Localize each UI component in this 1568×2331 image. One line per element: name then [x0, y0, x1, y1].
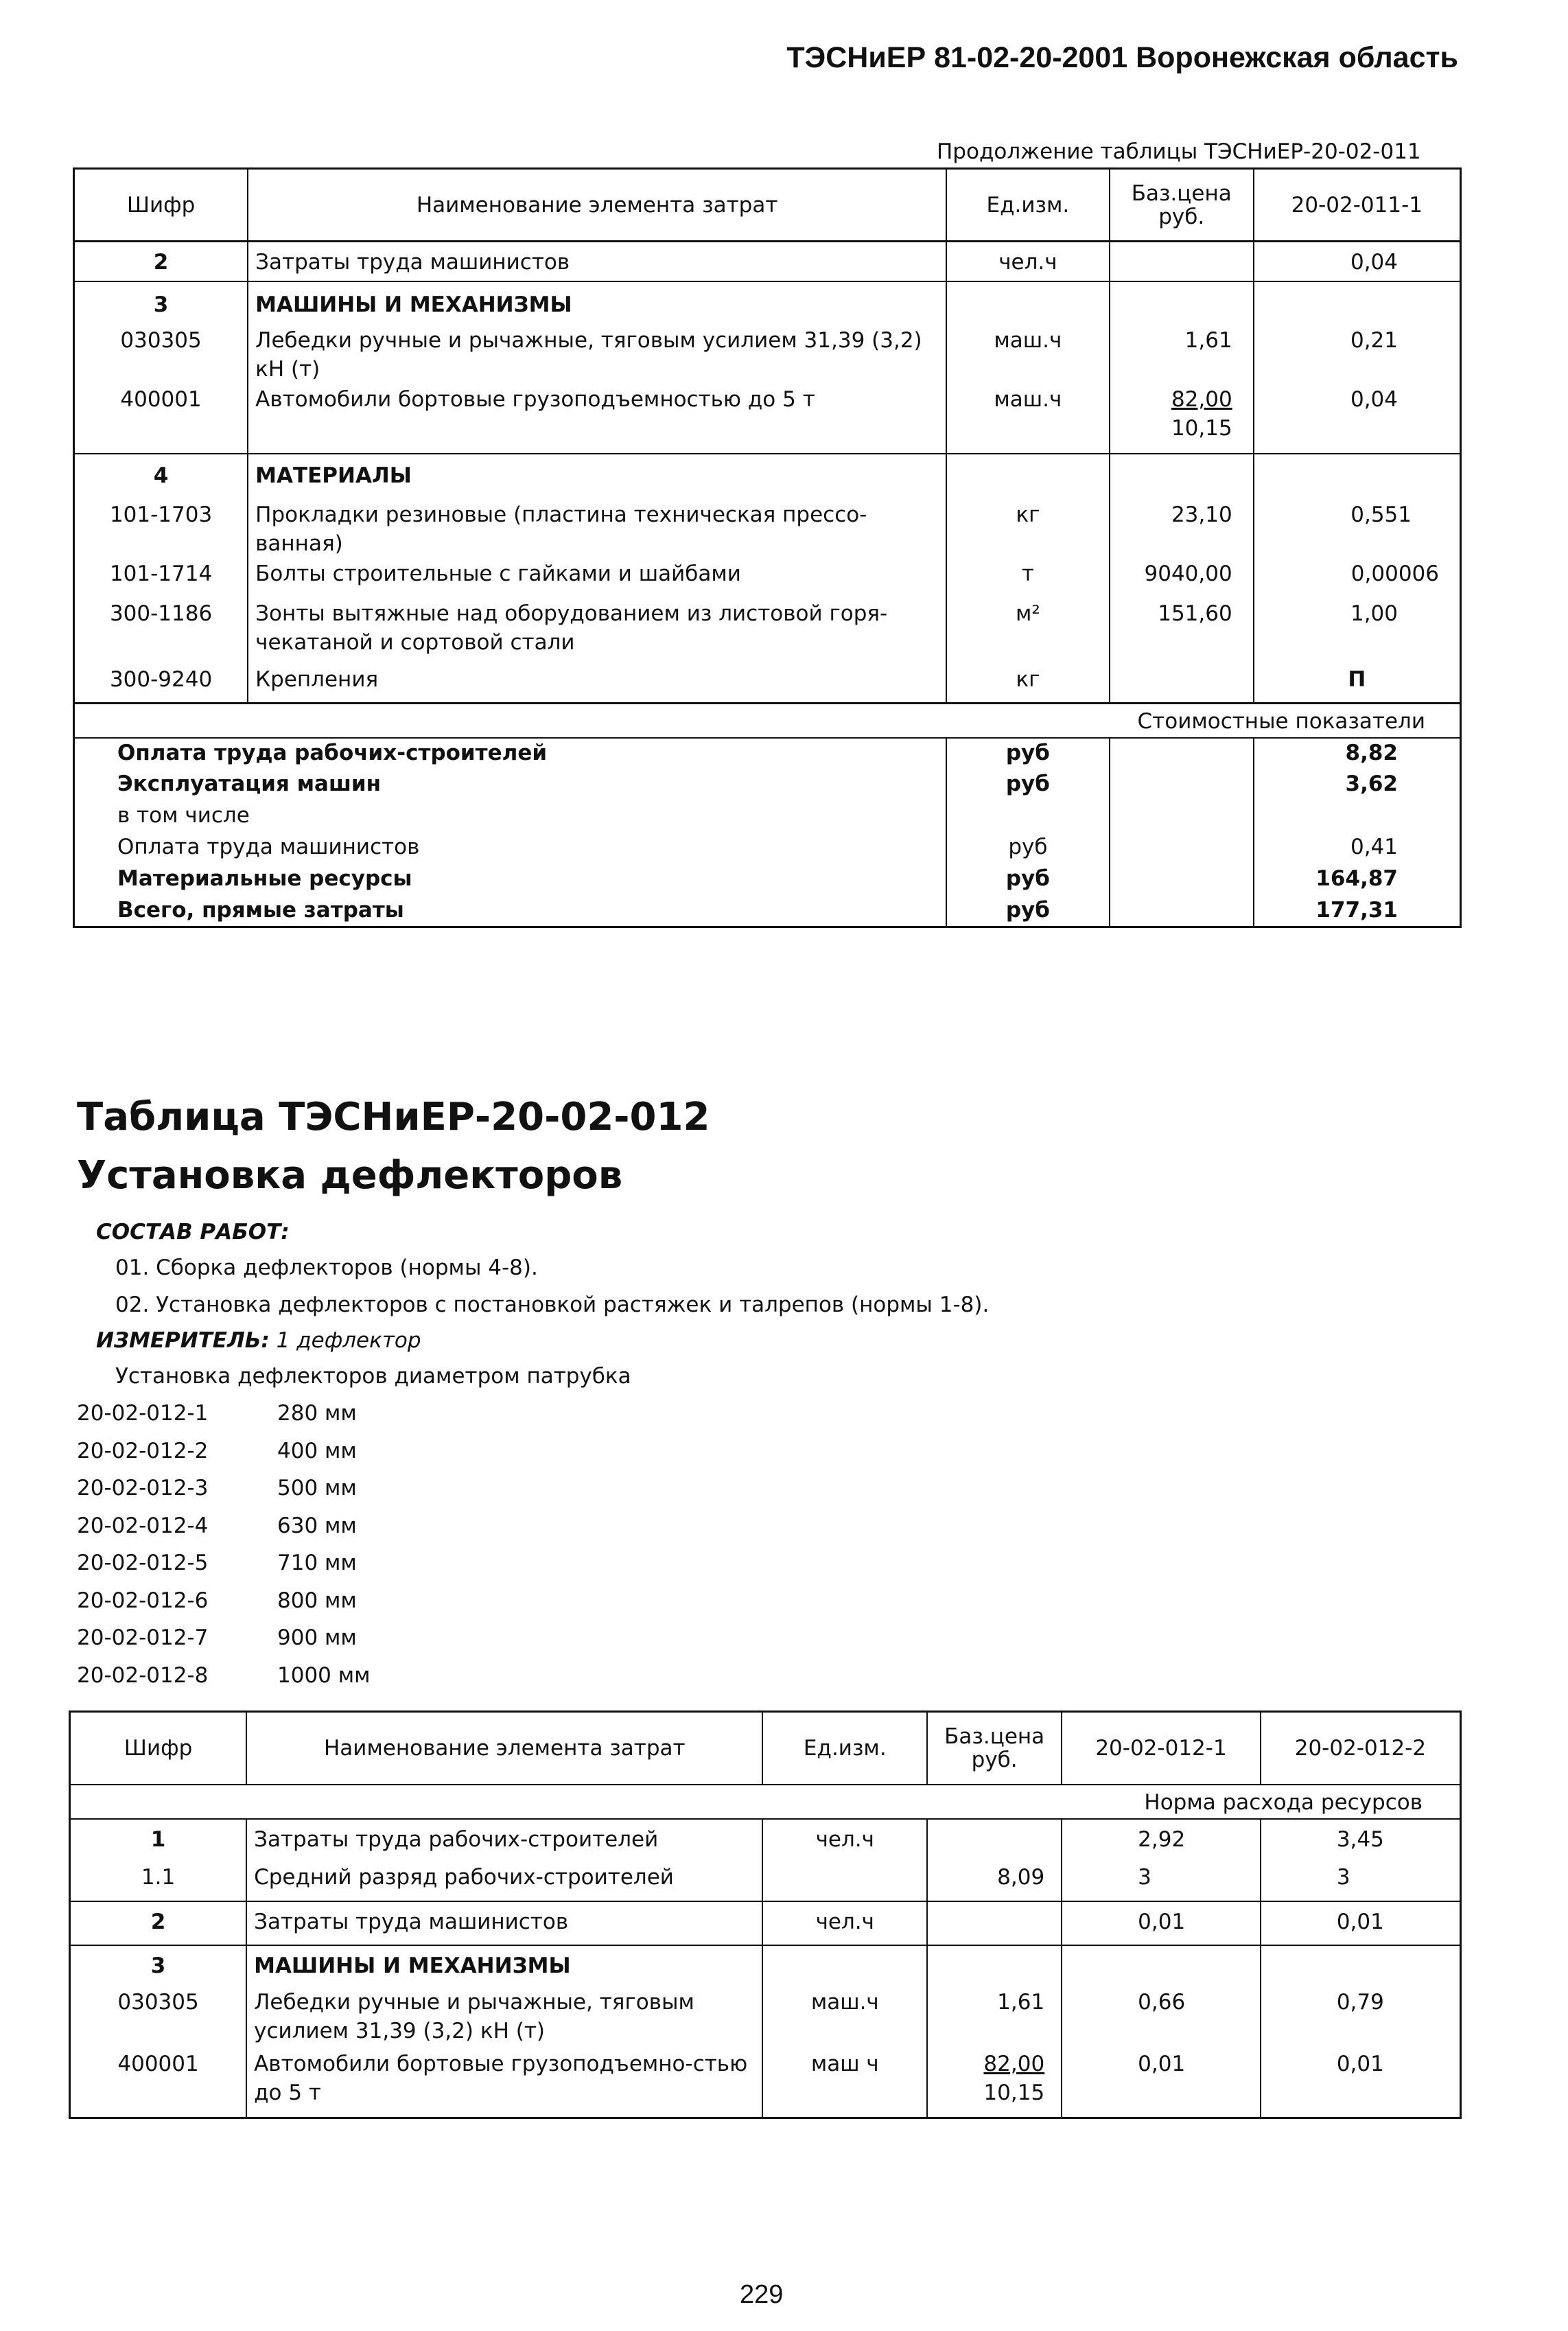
cell-norm-2	[1261, 1945, 1461, 1982]
table-subtitle: Установка дефлекторов	[77, 1153, 623, 1198]
cell-unit: маш.ч	[946, 319, 1110, 385]
cell-price: 151,60	[1110, 599, 1254, 665]
cell-norm: 0,551	[1254, 494, 1461, 559]
cost-unit: руб	[946, 864, 1110, 896]
cost-label: Оплата труда машинистов	[117, 834, 420, 859]
cost-label: Оплата труда рабочих-строителей	[117, 740, 548, 765]
cell-code: 400001	[120, 386, 202, 412]
norm-item	[77, 1551, 371, 1588]
cost-price-empty	[1110, 801, 1254, 833]
cell-unit: чел.ч	[762, 1901, 927, 1945]
cell-name: Прокладки резиновые (пластина техническая прессо-ванная)	[248, 494, 946, 559]
norm-diameter: 800 мм	[277, 1588, 357, 1613]
cost-header-row	[74, 704, 1461, 738]
cell-name: Лебедки ручные и рычажные, тяговым усилием 31,39 (3,2) кН (т)	[248, 319, 946, 385]
cell-unit: кг	[946, 665, 1110, 704]
cell-price	[1110, 242, 1254, 281]
cost-price-empty	[1110, 896, 1254, 927]
cell-price: 8,09	[927, 1859, 1062, 1901]
cost-unit: руб	[946, 738, 1110, 769]
cell-norm: 0,04	[1254, 385, 1461, 454]
col-code: Шифр	[74, 169, 248, 242]
cost-unit: руб	[946, 896, 1110, 927]
cell-price	[1110, 665, 1254, 704]
cell-norm-1: 0,66	[1062, 1982, 1261, 2050]
cell-code: 2	[153, 250, 169, 275]
table-row	[74, 385, 1461, 454]
price-value: 82,00	[1171, 386, 1232, 412]
norm-item	[77, 1476, 371, 1514]
table-title: Таблица ТЭСНиЕР-20-02-012	[77, 1095, 710, 1139]
cell-unit: м²	[946, 599, 1110, 665]
cost-value: 0,41	[1254, 833, 1461, 864]
cost-value: 3,62	[1254, 769, 1461, 801]
cell-name: Болты строительные с гайками и шайбами	[248, 559, 946, 599]
norm-code: 20-02-012-6	[77, 1588, 209, 1613]
cost-value	[1254, 801, 1461, 833]
table-row	[74, 599, 1461, 665]
cell-price	[927, 1819, 1062, 1859]
cell-norm-1: 0,01	[1062, 1901, 1261, 1945]
cell-code: 1.1	[141, 1864, 176, 1890]
norm-item	[77, 1625, 371, 1663]
table-row	[70, 1982, 1461, 2050]
cost-price-empty	[1110, 833, 1254, 864]
cell-norm: 0,00006	[1254, 559, 1461, 599]
cell-code: 1	[150, 1826, 166, 1852]
cost-price-empty	[1110, 864, 1254, 896]
col-price: Баз.цена руб.	[927, 1712, 1062, 1785]
cell-name: Крепления	[248, 665, 946, 704]
cell-unit: т	[946, 559, 1110, 599]
cell-name: Затраты труда машинистов	[248, 242, 946, 281]
work-item: 01. Сборка дефлекторов (нормы 4-8).	[115, 1255, 538, 1280]
norm-description: Установка дефлекторов диаметром патрубка	[115, 1364, 631, 1389]
cell-norm	[1254, 281, 1461, 319]
cell-code: 4	[153, 463, 169, 488]
cell-price	[1110, 454, 1254, 494]
cell-unit: чел.ч	[946, 242, 1110, 281]
norm-diameter: 1000 мм	[277, 1662, 371, 1688]
table-header-row	[74, 169, 1461, 242]
price-value: 82,00	[983, 2051, 1045, 2076]
cell-norm: 1,00	[1254, 599, 1461, 665]
table-row	[70, 1945, 1461, 1982]
norm-item	[77, 1401, 371, 1439]
cost-row	[74, 833, 1461, 864]
cell-unit: маш.ч	[762, 1982, 927, 2050]
resource-table-011	[73, 167, 1462, 928]
meter-line	[96, 1328, 421, 1353]
page-number: 229	[740, 2280, 784, 2309]
norm-diameter: 400 мм	[277, 1438, 357, 1463]
cell-price	[927, 1945, 1062, 1982]
cell-name: Средний разряд рабочих-строителей	[246, 1859, 762, 1901]
col-unit: Ед.изм.	[762, 1712, 927, 1785]
cell-price: 9040,00	[1110, 559, 1254, 599]
cell-norm-1: 3	[1062, 1859, 1261, 1901]
price-second-value: 10,15	[983, 2080, 1045, 2105]
col-norm: 20-02-011-1	[1254, 169, 1461, 242]
cell-price	[927, 1901, 1062, 1945]
cost-label: Всего, прямые затраты	[117, 897, 404, 923]
cell-price: 1,61	[1110, 319, 1254, 385]
cost-row	[74, 864, 1461, 896]
col-norm-1: 20-02-012-1	[1062, 1712, 1261, 1785]
work-item: 02. Установка дефлекторов с постановкой растяжек и талрепов (нормы 1-8).	[115, 1292, 990, 1317]
cell-unit: кг	[946, 494, 1110, 559]
norm-diameter: 630 мм	[277, 1513, 357, 1538]
cell-norm-1	[1062, 1945, 1261, 1982]
cost-price-empty	[1110, 769, 1254, 801]
cell-norm-2: 0,01	[1261, 1901, 1461, 1945]
meter-label: ИЗМЕРИТЕЛЬ:	[96, 1328, 270, 1353]
cell-unit	[946, 454, 1110, 494]
col-code: Шифр	[124, 1735, 193, 1761]
cost-row	[74, 769, 1461, 801]
work-composition-label: СОСТАВ РАБОТ:	[96, 1220, 290, 1244]
meter-value: 1 дефлектор	[276, 1328, 421, 1353]
cost-unit: руб	[946, 769, 1110, 801]
cell-name: МАТЕРИАЛЫ	[248, 454, 946, 494]
cell-price: 1,61	[927, 1982, 1062, 2050]
cell-code: 2	[150, 1909, 166, 1934]
table-continuation-label: Продолжение таблицы ТЭСНиЕР-20-02-011	[937, 139, 1421, 164]
cost-header: Стоимостные показатели	[1137, 709, 1425, 734]
col-price: Баз.цена руб.	[1110, 169, 1254, 242]
cell-code: 101-1703	[109, 502, 213, 527]
cell-code: 101-1714	[109, 561, 213, 586]
cell-norm-2: 3,45	[1261, 1819, 1461, 1859]
cell-norm	[1254, 454, 1461, 494]
cost-unit	[946, 801, 1110, 833]
norm-diameter: 900 мм	[277, 1625, 357, 1650]
cell-unit	[762, 1859, 927, 1901]
table-row	[74, 494, 1461, 559]
col-name: Наименование элемента затрат	[246, 1712, 762, 1785]
table-row	[70, 2050, 1461, 2118]
cell-norm-2: 3	[1261, 1859, 1461, 1901]
cost-value: 177,31	[1254, 896, 1461, 927]
norm-code: 20-02-012-7	[77, 1625, 209, 1650]
cell-code: 3	[153, 292, 169, 317]
cost-value: 164,87	[1254, 864, 1461, 896]
col-name: Наименование элемента затрат	[248, 169, 946, 242]
cell-unit	[946, 281, 1110, 319]
cell-code: 300-9240	[109, 666, 213, 692]
cell-price: 23,10	[1110, 494, 1254, 559]
price-second-value: 10,15	[1171, 415, 1232, 441]
norm-header: Норма расхода ресурсов	[1144, 1789, 1423, 1815]
norm-item	[77, 1588, 371, 1626]
norm-code: 20-02-012-2	[77, 1438, 209, 1463]
cell-unit: маш ч	[762, 2050, 927, 2118]
cell-name: МАШИНЫ И МЕХАНИЗМЫ	[246, 1945, 762, 1982]
cell-code: 3	[150, 1953, 166, 1978]
cell-unit: маш.ч	[946, 385, 1110, 454]
cell-name: Затраты труда машинистов	[246, 1901, 762, 1945]
norm-list	[77, 1401, 371, 1700]
cell-unit	[762, 1945, 927, 1982]
cell-norm-2: 0,79	[1261, 1982, 1461, 2050]
norm-diameter: 500 мм	[277, 1476, 357, 1500]
norm-item	[77, 1663, 371, 1701]
norm-item	[77, 1514, 371, 1551]
cost-row	[74, 801, 1461, 833]
cell-code: 030305	[120, 327, 202, 353]
norm-header-row	[70, 1785, 1461, 1819]
cost-label: Эксплуатация машин	[117, 771, 382, 796]
table-row	[74, 281, 1461, 319]
norm-diameter: 280 мм	[277, 1401, 357, 1426]
norm-code: 20-02-012-3	[77, 1476, 209, 1500]
cost-value: 8,82	[1254, 738, 1461, 769]
cell-norm: 0,04	[1254, 242, 1461, 281]
table-row	[74, 559, 1461, 599]
norm-code: 20-02-012-5	[77, 1551, 209, 1575]
resource-table-012	[69, 1710, 1462, 2119]
table-row	[70, 1819, 1461, 1859]
norm-item	[77, 1439, 371, 1476]
cost-unit: руб	[946, 833, 1110, 864]
norm-code: 20-02-012-1	[77, 1401, 209, 1426]
table-row	[74, 319, 1461, 385]
cell-price	[1110, 281, 1254, 319]
cell-name: Автомобили бортовые грузоподъемно-стью до 5 т	[246, 2050, 762, 2118]
cell-norm-2: 0,01	[1261, 2050, 1461, 2118]
col-norm-2: 20-02-012-2	[1261, 1712, 1461, 1785]
cost-label: Материальные ресурсы	[117, 866, 412, 891]
table-row	[70, 1859, 1461, 1901]
cell-name: Зонты вытяжные над оборудованием из листовой горя-чекатаной и сортовой стали	[248, 599, 946, 665]
table-row	[74, 242, 1461, 281]
cell-name: Затраты труда рабочих-строителей	[246, 1819, 762, 1859]
cell-norm: П	[1254, 665, 1461, 704]
table-row	[74, 454, 1461, 494]
norm-code: 20-02-012-8	[77, 1662, 209, 1688]
cell-code: 300-1186	[109, 601, 213, 626]
cell-norm-1: 2,92	[1062, 1819, 1261, 1859]
col-unit: Ед.изм.	[946, 169, 1110, 242]
norm-diameter: 710 мм	[277, 1551, 357, 1575]
cost-row	[74, 738, 1461, 769]
cell-norm: 0,21	[1254, 319, 1461, 385]
table-row	[70, 1901, 1461, 1945]
running-header: ТЭСНиЕР 81-02-20-2001 Воронежская область	[786, 41, 1458, 74]
cost-label: в том числе	[117, 802, 250, 828]
cell-price	[927, 2050, 1062, 2118]
cell-unit: чел.ч	[762, 1819, 927, 1859]
cell-name: МАШИНЫ И МЕХАНИЗМЫ	[248, 281, 946, 319]
cell-code: 030305	[117, 1989, 199, 2015]
norm-code: 20-02-012-4	[77, 1513, 209, 1538]
cost-row	[74, 896, 1461, 927]
table-header-row	[70, 1712, 1461, 1785]
cell-price	[1110, 385, 1254, 454]
cell-norm-1: 0,01	[1062, 2050, 1261, 2118]
cell-name: Автомобили бортовые грузоподъемностью до 5 т	[248, 385, 946, 454]
cost-price-empty	[1110, 738, 1254, 769]
cell-code: 400001	[117, 2051, 199, 2076]
cell-name: Лебедки ручные и рычажные, тяговым усилием 31,39 (3,2) кН (т)	[246, 1982, 762, 2050]
table-row	[74, 665, 1461, 704]
